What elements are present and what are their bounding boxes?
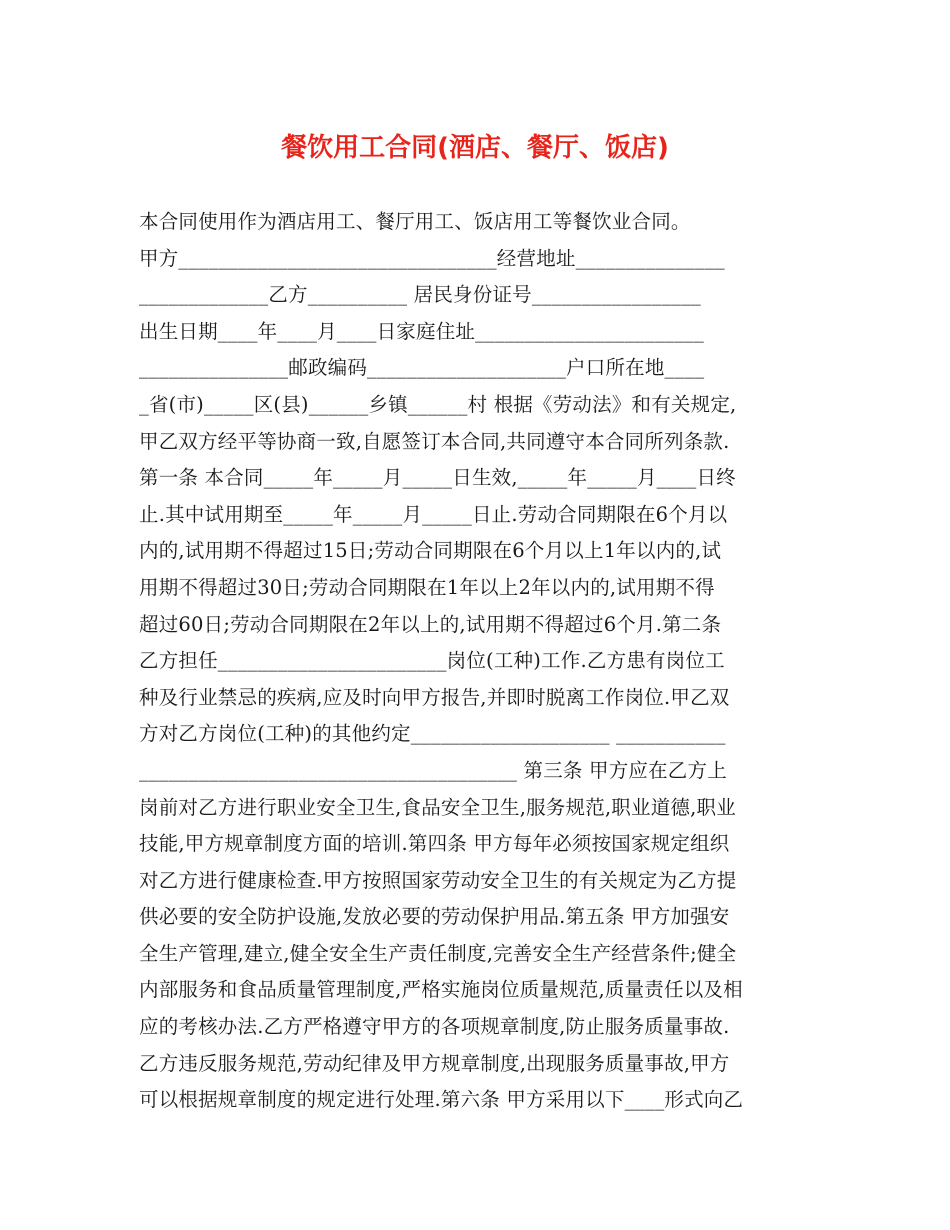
contract-line: _____________乙方__________ 居民身份证号_________________ (139, 283, 701, 307)
contract-line: 方对乙方岗位(工种)的其他约定____________________ ___________ (139, 722, 726, 746)
contract-line: 全生产管理,建立,健全安全生产责任制度,完善安全生产经营条件;健全 (139, 941, 737, 965)
contract-line: 止.其中试用期至_____年_____月_____日止.劳动合同期限在6个月以 (139, 502, 728, 526)
document-title: 餐饮用工合同(酒店、餐厅、饭店) (281, 133, 669, 163)
contract-body (139, 204, 819, 1119)
contract-line: 用期不得超过30日;劳动合同期限在1年以上2年以内的,试用期不得 (139, 575, 715, 599)
contract-line: 乙方违反服务规范,劳动纪律及甲方规章制度,出现服务质量事故,甲方 (139, 1051, 730, 1075)
contract-line: 出生日期____年____月____日家庭住址_______________________ (139, 319, 704, 343)
contract-line: ______________________________________ 第三条 甲方应在乙方上 (139, 758, 727, 782)
contract-line: _______________邮政编码____________________户口所在地____ (139, 356, 705, 380)
contract-line: 应的考核办法.乙方严格遵守甲方的各项规章制度,防止服务质量事故. (139, 1015, 730, 1039)
contract-line: 种及行业禁忌的疾病,应及时向甲方报告,并即时脱离工作岗位.甲乙双 (139, 685, 730, 709)
contract-line: 超过60日;劳动合同期限在2年以上的,试用期不得超过6个月.第二条 (139, 612, 722, 636)
contract-line: 甲方________________________________经营地址_______________ (139, 246, 725, 270)
contract-line: 岗前对乙方进行职业安全卫生,食品安全卫生,服务规范,职业道德,职业 (139, 795, 736, 819)
contract-line: _省(市)_____区(县)______乡镇______村 根据《劳动法》和有关规定, (139, 392, 737, 416)
contract-line: 甲乙双方经平等协商一致,自愿签订本合同,共同遵守本合同所列条款. (139, 429, 730, 453)
contract-line: 可以根据规章制度的规定进行处理.第六条 甲方采用以下____形式向乙 (139, 1088, 744, 1112)
contract-line: 技能,甲方规章制度方面的培训.第四条 甲方每年必须按国家规定组织 (139, 832, 730, 856)
contract-line: 本合同使用作为酒店用工、餐厅用工、饭店用工等餐饮业合同。 (139, 210, 691, 233)
contract-line: 供必要的安全防护设施,发放必要的劳动保护用品.第五条 甲方加强安 (139, 905, 730, 929)
contract-line: 内的,试用期不得超过15日;劳动合同期限在6个月以上1年以内的,试 (139, 539, 722, 563)
contract-line: 乙方担任_______________________岗位(工种)工作.乙方患有岗位工 (139, 649, 725, 673)
contract-line: 内部服务和食品质量管理制度,严格实施岗位质量规范,质量责任以及相 (139, 978, 743, 1002)
contract-line: 对乙方进行健康检查.甲方按照国家劳动安全卫生的有关规定为乙方提 (139, 868, 737, 892)
contract-line: 第一条 本合同_____年_____月_____日生效,_____年_____月____日终 (139, 466, 736, 490)
